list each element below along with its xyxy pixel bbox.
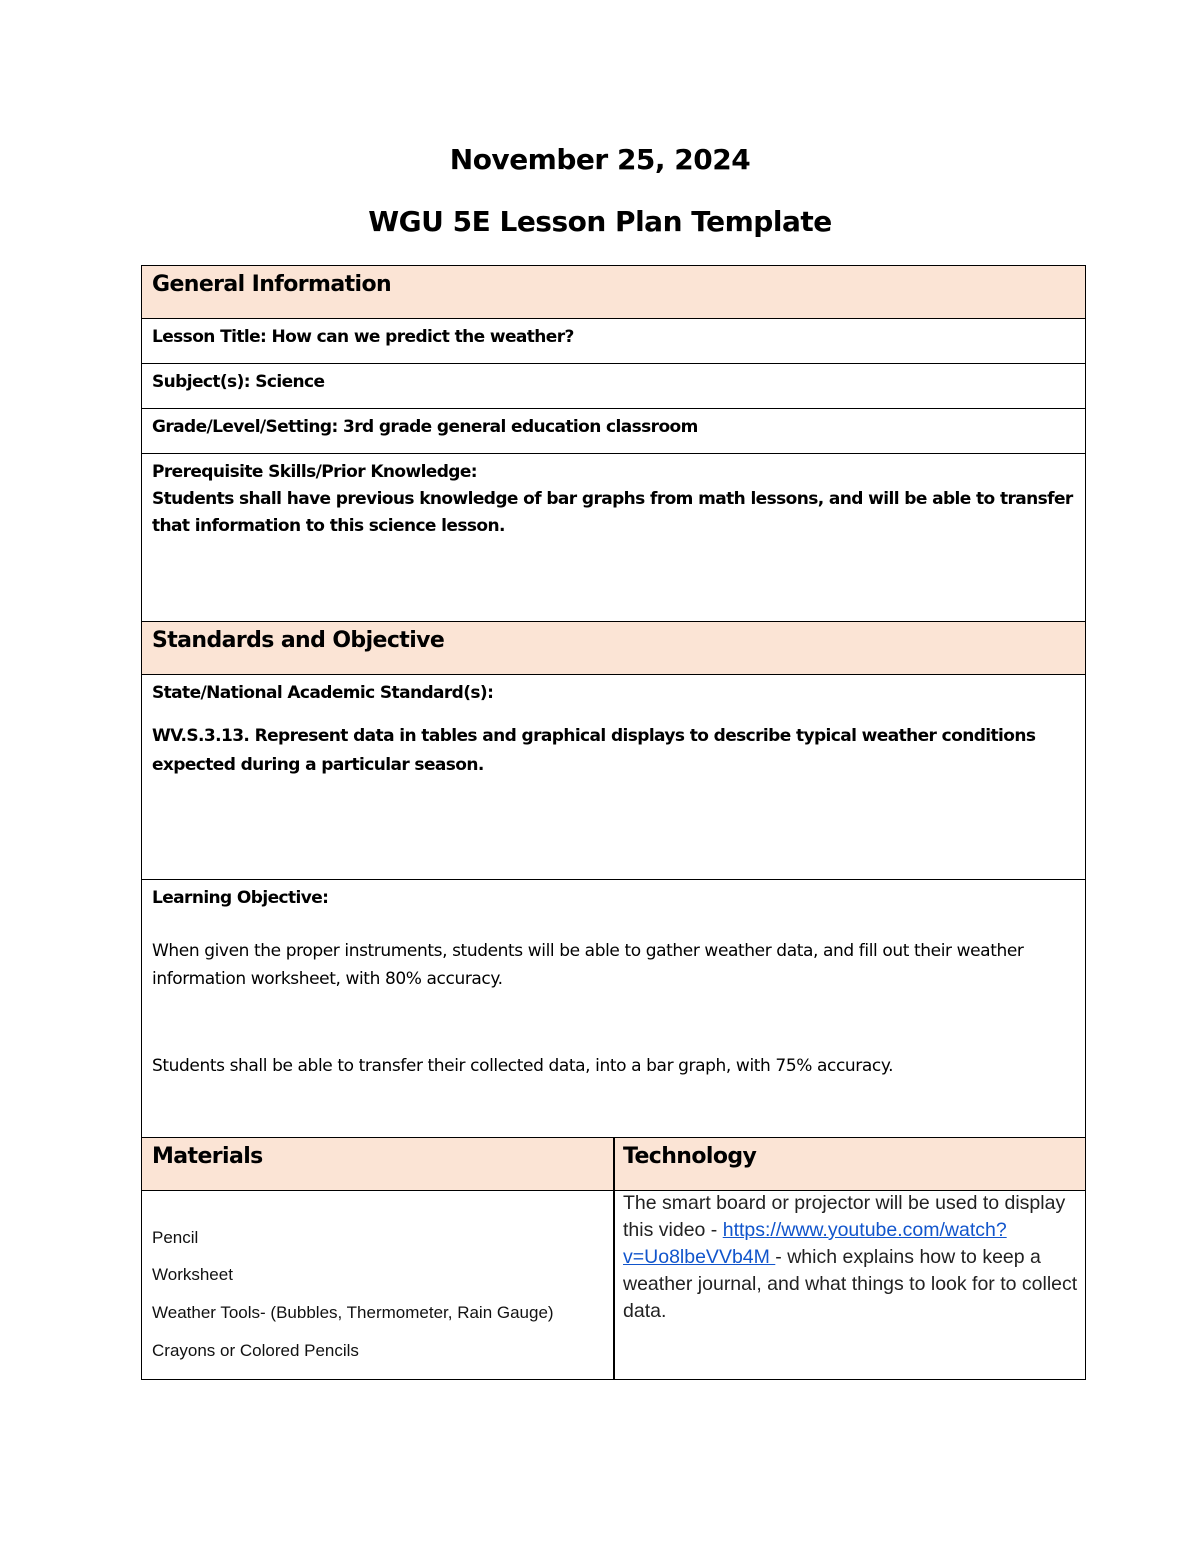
- material-item: Worksheet: [152, 1265, 233, 1284]
- prerequisite-row: [142, 454, 1085, 622]
- technology-text-after: - which explains how to keep a weather journal, and what things to look for to collect data.: [623, 1246, 1078, 1322]
- standard-block: [152, 680, 1075, 780]
- objective-2: Students shall be able to transfer their collected data, into a bar graph, with 75% accuracy.: [152, 1056, 894, 1076]
- materials-heading: Materials: [152, 1144, 263, 1169]
- standards-header: [142, 622, 1085, 675]
- subjects: Subject(s): Science: [152, 372, 325, 392]
- lesson-plan-table: [141, 265, 1086, 1380]
- general-information-heading: General Information: [152, 272, 392, 297]
- technology-heading: Technology: [623, 1144, 757, 1169]
- standard-row: [142, 675, 1085, 880]
- material-item: Pencil: [152, 1228, 199, 1247]
- material-item: Weather Tools- (Bubbles, Thermometer, Rain Gauge): [152, 1303, 554, 1322]
- objective-block: [152, 885, 1075, 1080]
- objective-row: [142, 880, 1085, 1138]
- general-information-header: [142, 266, 1085, 319]
- objective-1: When given the proper instruments, students will be able to gather weather data, and fill out their weather information worksheet, with 80% accuracy.: [152, 941, 1024, 989]
- column-divider: [613, 1138, 615, 1380]
- prerequisite-text: Students shall have previous knowledge of bar graphs from math lessons, and will be able to transfer that information to this science lesson.: [152, 489, 1073, 536]
- technology-description: [623, 1190, 1078, 1325]
- standards-heading: Standards and Objective: [152, 628, 445, 653]
- standard-label: State/National Academic Standard(s):: [152, 683, 494, 703]
- document-title: WGU 5E Lesson Plan Template: [368, 205, 832, 238]
- lesson-title-row: [142, 319, 1085, 364]
- grade-row: [142, 409, 1085, 454]
- subjects-row: [142, 364, 1085, 409]
- prerequisite-label: Prerequisite Skills/Prior Knowledge:: [152, 462, 477, 482]
- video-link[interactable]: https://www.youtube.com/watch?v=Uo8lbeVVb4M: [623, 1219, 1007, 1268]
- grade-level-setting: Grade/Level/Setting: 3rd grade general education classroom: [152, 417, 698, 437]
- technology-text-before: The smart board or projector will be used to display this video -: [623, 1192, 1066, 1241]
- objective-label: Learning Objective:: [152, 888, 329, 908]
- material-item: Crayons or Colored Pencils: [152, 1341, 359, 1360]
- document-date: November 25, 2024: [449, 143, 751, 176]
- prerequisite-block: [152, 459, 1075, 540]
- standard-text: WV.S.3.13. Represent data in tables and graphical displays to describe typical weather conditions expected during a particular season.: [152, 726, 1036, 775]
- lesson-title: Lesson Title: How can we predict the weather?: [152, 327, 574, 347]
